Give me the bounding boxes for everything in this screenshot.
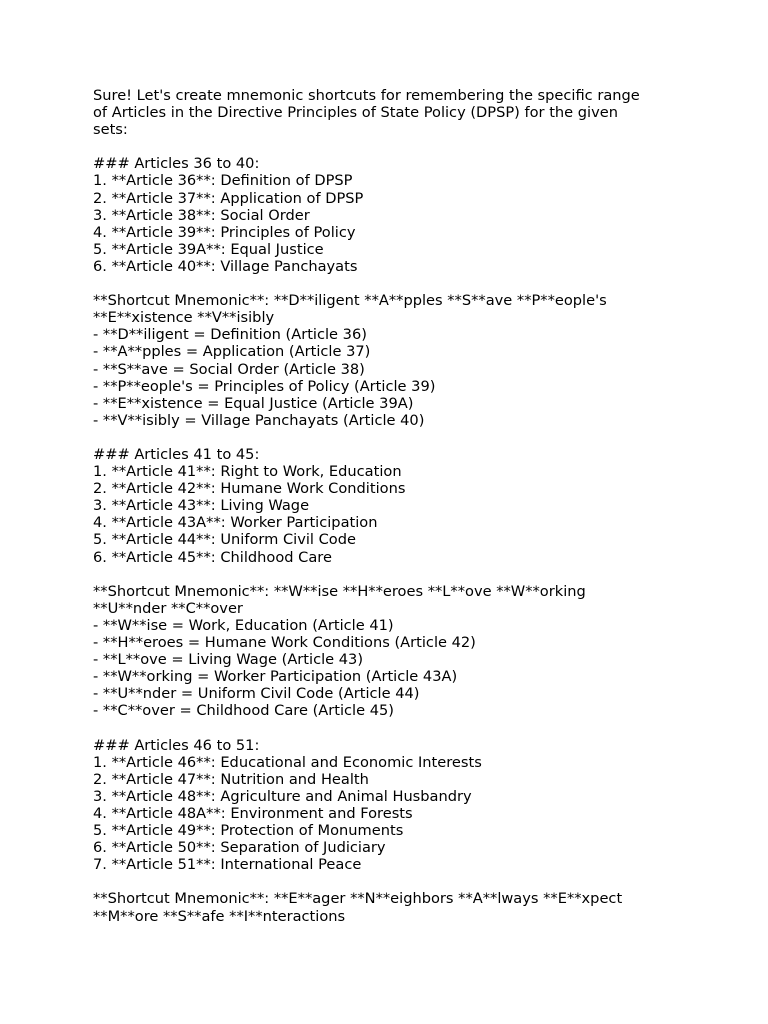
list-item: 4. **Article 48A**: Environment and Forests <box>93 804 413 822</box>
list-item: 6. **Article 50**: Separation of Judiciary <box>93 839 386 857</box>
blank-line <box>93 719 693 736</box>
blank-line <box>93 138 693 155</box>
mapping-item: - **D**iligent = Definition (Article 36) <box>93 326 367 344</box>
mnemonic-line: **Shortcut Mnemonic**: **E**ager **N**eighbors **A**lways **E**xpect <box>93 890 623 908</box>
list-item: 1. **Article 46**: Educational and Economic Interests <box>93 753 482 771</box>
mapping-item: - **L**ove = Living Wage (Article 43) <box>93 651 364 669</box>
mnemonic-line: **E**xistence **V**isibly <box>93 309 275 327</box>
mapping-item: - **W**ise = Work, Education (Article 41) <box>93 616 394 634</box>
list-item: 4. **Article 39**: Principles of Policy <box>93 223 356 241</box>
blank-line <box>93 275 693 292</box>
mnemonic-line: **M**ore **S**afe **I**nteractions <box>93 907 346 925</box>
mapping-item: - **U**nder = Uniform Civil Code (Article 44) <box>93 685 420 703</box>
section-heading: ### Articles 36 to 40: <box>93 155 260 173</box>
blank-line <box>93 429 693 446</box>
list-item: 6. **Article 40**: Village Panchayats <box>93 257 358 275</box>
mnemonic-line: **U**nder **C**over <box>93 599 243 617</box>
intro-line: of Articles in the Directive Principles of State Policy (DPSP) for the given <box>93 104 618 122</box>
mapping-item: - **C**over = Childhood Care (Article 45) <box>93 702 394 720</box>
list-item: 5. **Article 39A**: Equal Justice <box>93 240 324 258</box>
mapping-item: - **A**pples = Application (Article 37) <box>93 343 371 361</box>
list-item: 3. **Article 48**: Agriculture and Animal Husbandry <box>93 787 472 805</box>
list-item: 2. **Article 47**: Nutrition and Health <box>93 770 369 788</box>
section-heading: ### Articles 41 to 45: <box>93 445 260 463</box>
list-item: 7. **Article 51**: International Peace <box>93 856 362 874</box>
list-item: 3. **Article 38**: Social Order <box>93 206 310 224</box>
list-item: 6. **Article 45**: Childhood Care <box>93 548 332 566</box>
blank-line <box>93 873 693 890</box>
list-item: 4. **Article 43A**: Worker Participation <box>93 514 378 532</box>
list-item: 5. **Article 49**: Protection of Monuments <box>93 822 404 840</box>
list-item: 5. **Article 44**: Uniform Civil Code <box>93 531 356 549</box>
mapping-item: - **H**eroes = Humane Work Conditions (Article 42) <box>93 634 476 651</box>
intro-line: sets: <box>93 121 128 139</box>
list-item: 3. **Article 43**: Living Wage <box>93 497 310 515</box>
mnemonic-line: **Shortcut Mnemonic**: **D**iligent **A**pples **S**ave **P**eople's <box>93 292 607 310</box>
mapping-item: - **V**isibly = Village Panchayats (Article 40) <box>93 411 425 429</box>
mapping-item: - **E**xistence = Equal Justice (Article 39A) <box>93 394 414 412</box>
document-page <box>93 87 693 925</box>
blank-line <box>93 566 693 583</box>
mapping-item: - **S**ave = Social Order (Article 38) <box>93 360 365 378</box>
intro-line: Sure! Let's create mnemonic shortcuts for remembering the specific range <box>93 87 640 104</box>
mapping-item: - **P**eople's = Principles of Policy (Article 39) <box>93 377 436 395</box>
list-item: 2. **Article 42**: Humane Work Conditions <box>93 480 406 498</box>
section-heading: ### Articles 46 to 51: <box>93 736 260 754</box>
list-item: 1. **Article 36**: Definition of DPSP <box>93 172 353 190</box>
list-item: 1. **Article 41**: Right to Work, Education <box>93 463 402 481</box>
mapping-item: - **W**orking = Worker Participation (Article 43A) <box>93 668 458 686</box>
list-item: 2. **Article 37**: Application of DPSP <box>93 189 364 207</box>
mnemonic-line: **Shortcut Mnemonic**: **W**ise **H**eroes **L**ove **W**orking <box>93 582 586 600</box>
